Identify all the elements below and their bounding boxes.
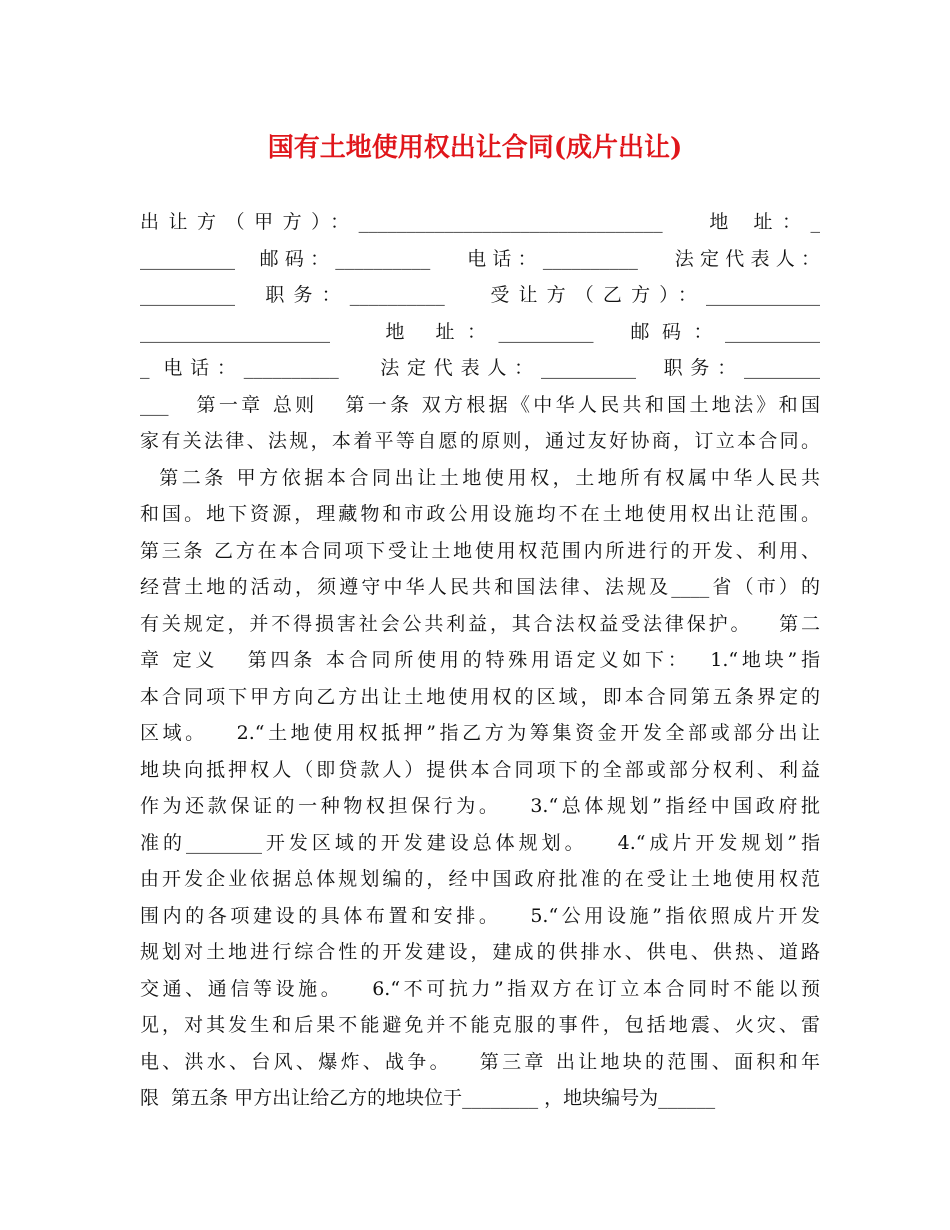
- body-line: 围内的各项建设的具体布置和安排。 5.“公用设施”指依照成片开发: [140, 904, 820, 927]
- body-line: 第三条 乙方在本合同项下受让土地使用权范围内所进行的开发、利用、: [140, 539, 820, 562]
- body-line: 由开发企业依据总体规划编的，经中国政府批准的在受让土地使用权范: [140, 868, 820, 890]
- document-body: [140, 204, 820, 1117]
- body-line: 限 第五条 甲方出让给乙方的地块位于________ ，地块编号为______: [140, 1087, 716, 1109]
- body-line: __________ 职务：__________ 受让方（乙方）：____________: [140, 284, 820, 306]
- body-line: 出让方（甲方）：________________________________ 地 址：_: [140, 211, 820, 233]
- body-line: ____________________ 地 址：__________ 邮码：__________: [140, 320, 820, 343]
- body-line: 和国。地下资源，理藏物和市政公用设施均不在土地使用权出让范围。: [140, 503, 820, 525]
- body-line: _ 电话：__________ 法定代表人：__________ 职务：________: [140, 357, 820, 379]
- body-line: 第二条 甲方依据本合同出让土地使用权，土地所有权属中华人民共: [140, 466, 820, 489]
- body-line: 交通、通信等设施。 6.“不可抗力”指双方在订立本合同时不能以预: [140, 977, 820, 1000]
- body-line: 经营土地的活动，须遵守中华人民共和国法律、法规及____省（市）的: [140, 576, 820, 598]
- body-line: 本合同项下甲方向乙方出让土地使用权的区域，即本合同第五条界定的: [140, 685, 820, 708]
- body-line: 地块向抵押权人（即贷款人）提供本合同项下的全部或部分权利、利益: [140, 758, 820, 781]
- body-line: ___ 第一章 总则 第一条 双方根据《中华人民共和国土地法》和国: [140, 393, 820, 416]
- body-line: __________ 邮码：__________ 电话：__________ 法定代表人：: [140, 247, 820, 270]
- body-line: 有关规定，并不得损害社会公共利益，其合法权益受法律保护。 第二: [140, 612, 820, 635]
- body-line: 见，对其发生和后果不能避免并不能克服的事件，包括地震、火灾、雷: [140, 1014, 820, 1036]
- body-line: 章 定义 第四条 本合同所使用的特殊用语定义如下： 1.“地块”指: [140, 649, 820, 671]
- body-line: 区域。 2.“土地使用权抵押”指乙方为筹集资金开发全部或部分出让: [140, 722, 820, 744]
- body-line: 作为还款保证的一种物权担保行为。 3.“总体规划”指经中国政府批: [140, 795, 820, 817]
- body-line: 电、洪水、台风、爆炸、战争。 第三章 出让地块的范围、面积和年: [140, 1050, 820, 1073]
- document-title: 国有土地使用权出让合同(成片出让): [267, 133, 683, 163]
- body-line: 家有关法律、法规，本着平等自愿的原则，通过友好协商，订立本合同。: [140, 430, 820, 452]
- body-line: 规划对土地进行综合性的开发建设，建成的供排水、供电、供热、道路: [140, 941, 820, 963]
- body-line: 准的________开发区域的开发建设总体规划。 4.“成片开发规划”指: [140, 831, 820, 854]
